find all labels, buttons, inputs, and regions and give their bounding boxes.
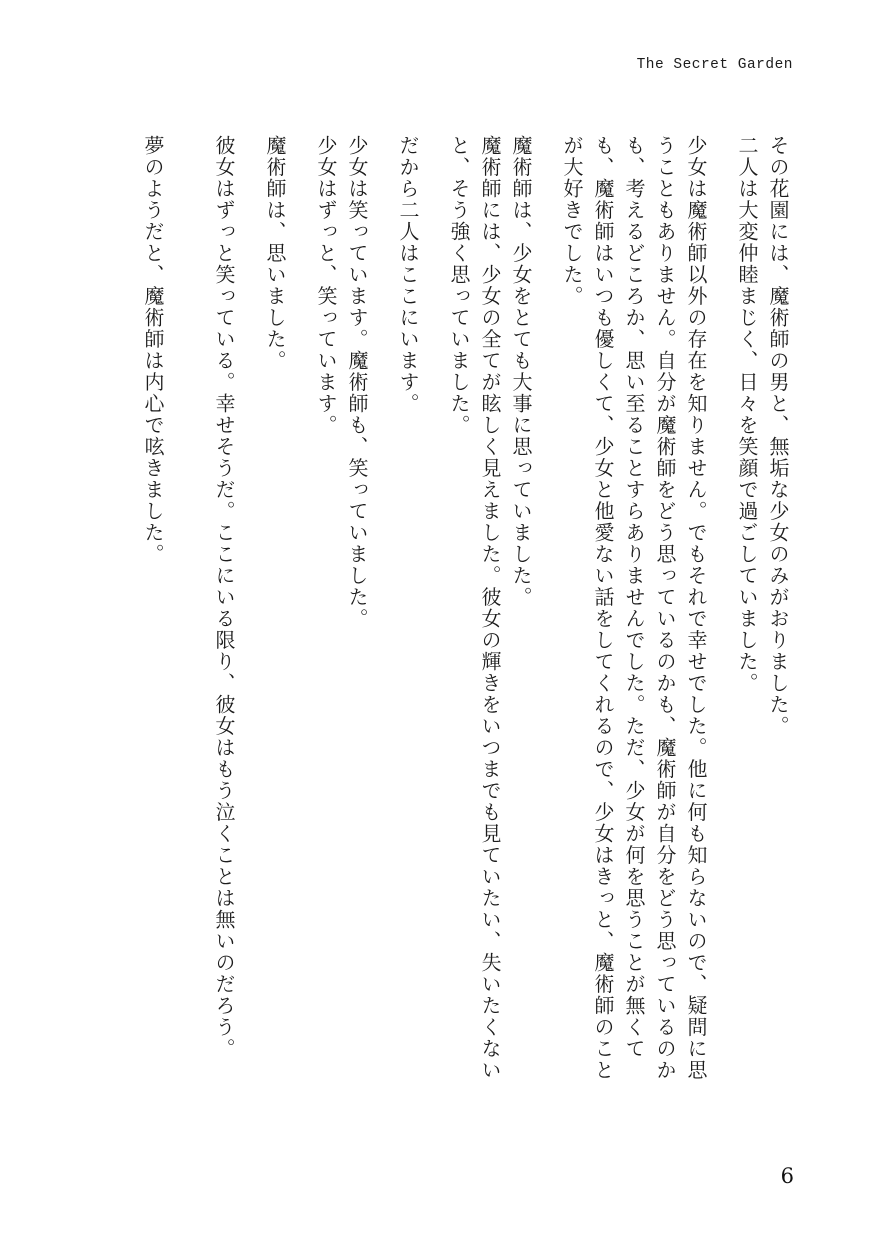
paragraph: 夢のようだと、魔術師は内心で呟きました。 <box>141 135 165 565</box>
paragraph: 少女は笑っています。魔術師も、笑っていました。 <box>345 135 369 630</box>
page-header-title: The Secret Garden <box>636 57 793 73</box>
paragraph: 彼女はずっと笑っている。幸せそうだ。ここにいる限り、彼女はもう泣くことは無いのだろう。 <box>212 135 236 1060</box>
paragraph: その花園には、魔術師の男と、無垢な少女のみがおりました。 <box>766 135 790 737</box>
paragraph: 魔術師は、少女をとても大事に思っていました。 <box>509 135 533 608</box>
paragraph: 魔術師は、思いました。 <box>263 135 287 372</box>
paragraph: 魔術師には、少女の全てが眩しく見えました。彼女の輝きをいつまでも見ていたい、失いたくないと、そう強く思っていました。 <box>447 135 502 1081</box>
paragraph: だから二人はここにいます。 <box>396 135 420 415</box>
page-number: 6 <box>780 1164 794 1188</box>
paragraph: 少女は魔術師以外の存在を知りません。でもそれで幸せでした。他に何も知らないので、疑問に思うこともありません。自分が魔術師をどう思っているのかも、魔術師が自分をどう思っているのかも、考えるどころか、思い至ることすらありませんでした。ただ、少女が何を思うことが無くても、魔術師はいつも優しくて、少女と他愛ない話をしてくれるので、少女はきっと、魔術師のことが大好きでした。 <box>560 135 708 1081</box>
paragraph: 二人は大変仲睦まじく、日々を笑顔で過ごしていました。 <box>735 135 759 694</box>
paragraph: 少女はずっと、笑っています。 <box>314 135 338 436</box>
vertical-text-body <box>137 135 793 1095</box>
